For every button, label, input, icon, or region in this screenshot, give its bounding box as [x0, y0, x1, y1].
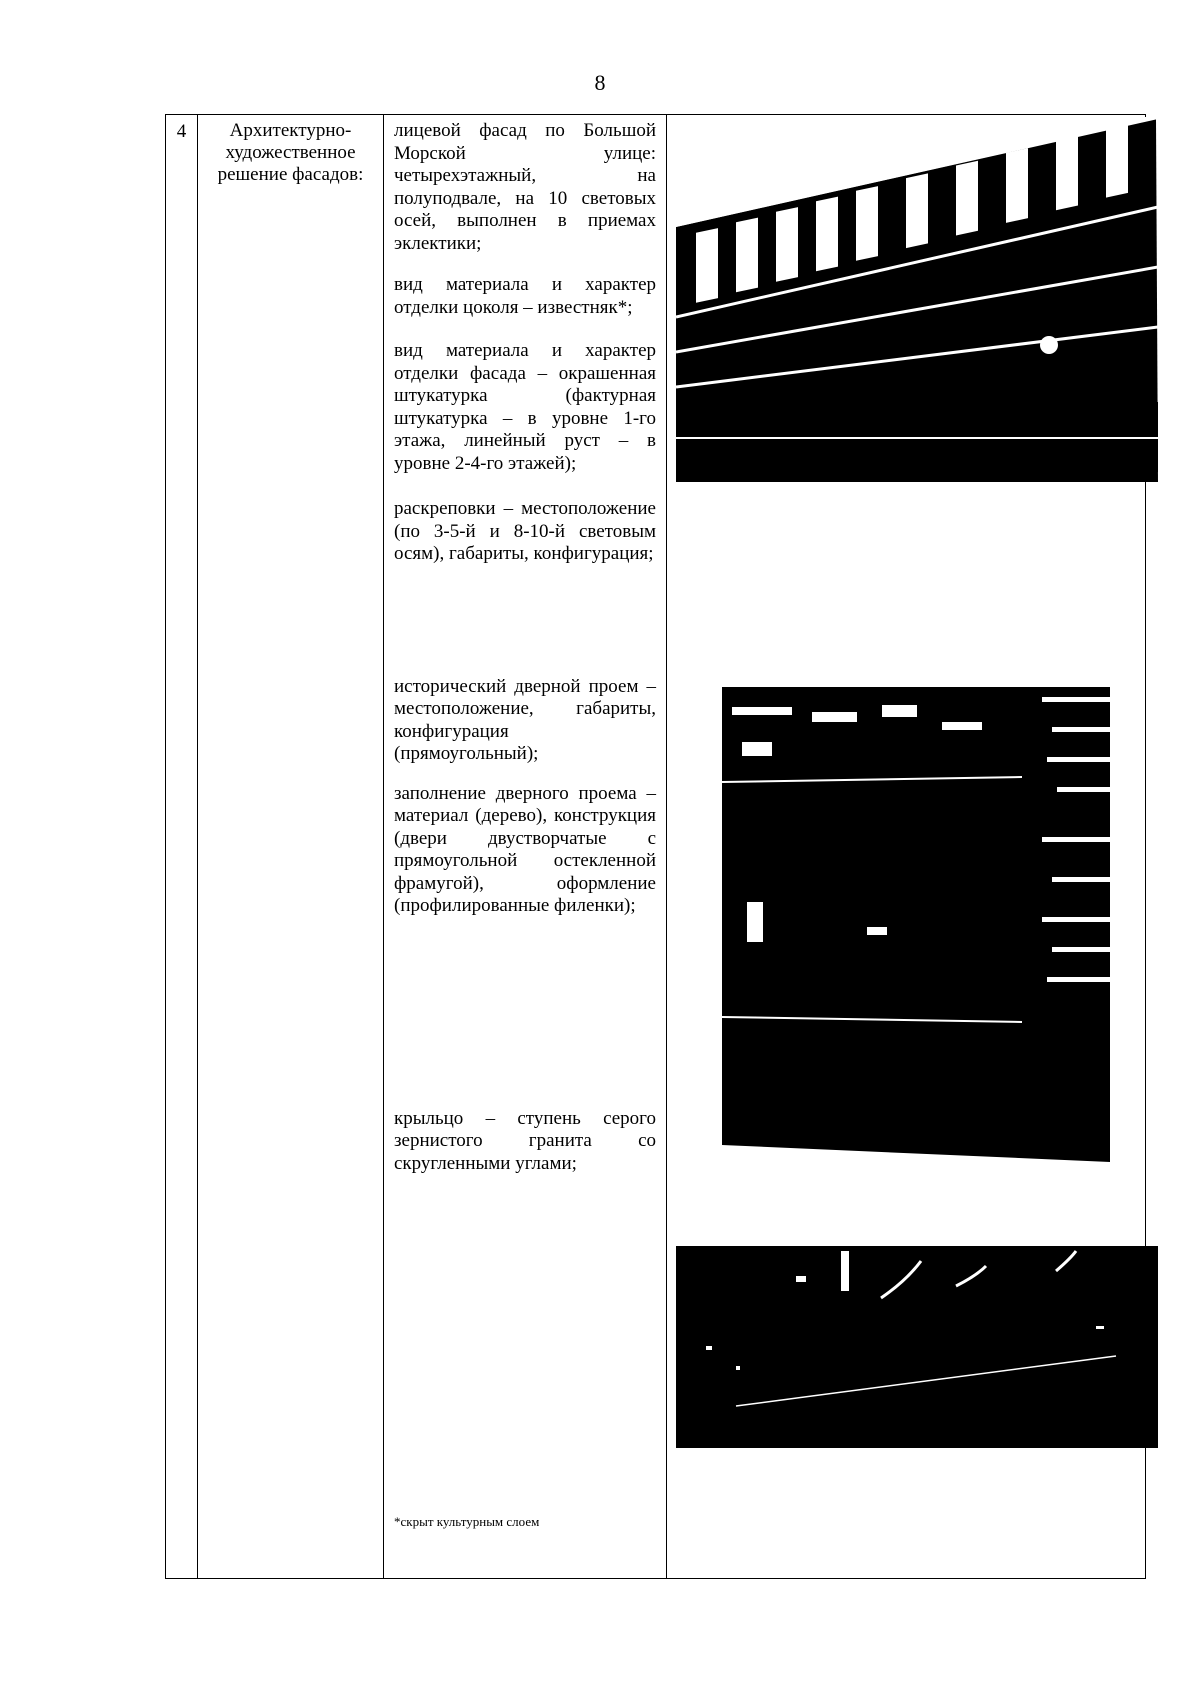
paragraph-porch: крыльцо – ступень серого зернистого гранита со скругленными углами; [394, 1107, 656, 1174]
specification-table [165, 114, 1146, 1579]
page-number: 8 [594, 70, 606, 95]
paragraph-door-fill: заполнение дверного проема – материал (дерево), конструкция (двери двустворчатые с прямоугольной остекленной фрамугой), оформление (профилированные филенки); [394, 782, 656, 916]
steps-photo [676, 1246, 1158, 1448]
photos-cell [667, 115, 1146, 1579]
paragraph-plinth: вид материала и характер отделки цоколя – известняк*; [394, 274, 656, 318]
steps-photo-icon [676, 1246, 1158, 1448]
row-name: Архитектурно-художественное решение фасадов: [198, 115, 384, 1579]
footnote: *скрыт культурным слоем [394, 1514, 540, 1529]
facade-photo [676, 117, 1158, 482]
facade-photo-icon [676, 117, 1158, 482]
paragraph-projections: раскреповки – местоположение (по 3-5-й и 8-10-й световым осям), габариты, конфигурация; [394, 498, 656, 564]
description-cell [384, 115, 667, 1579]
paragraph-facade: лицевой фасад по Большой Морской улице: четырехэтажный, на полуподвале, на 10 световых осей, выполнен в приемах эклектики; [394, 120, 656, 254]
paragraph-doorway: исторический дверной проем – местоположение, габариты, конфигурация (прямоугольный); [394, 675, 656, 764]
row-number: 4 [166, 115, 198, 1579]
doorway-photo-icon [722, 687, 1110, 1162]
table-row [166, 115, 1146, 1579]
doorway-photo [722, 687, 1110, 1162]
paragraph-facade-finish: вид материала и характер отделки фасада – окрашенная штукатурка (фактурная штукатурка – в уровне 1-го этажа, линейный руст – в уровне 2-4-го этажей); [394, 340, 656, 474]
